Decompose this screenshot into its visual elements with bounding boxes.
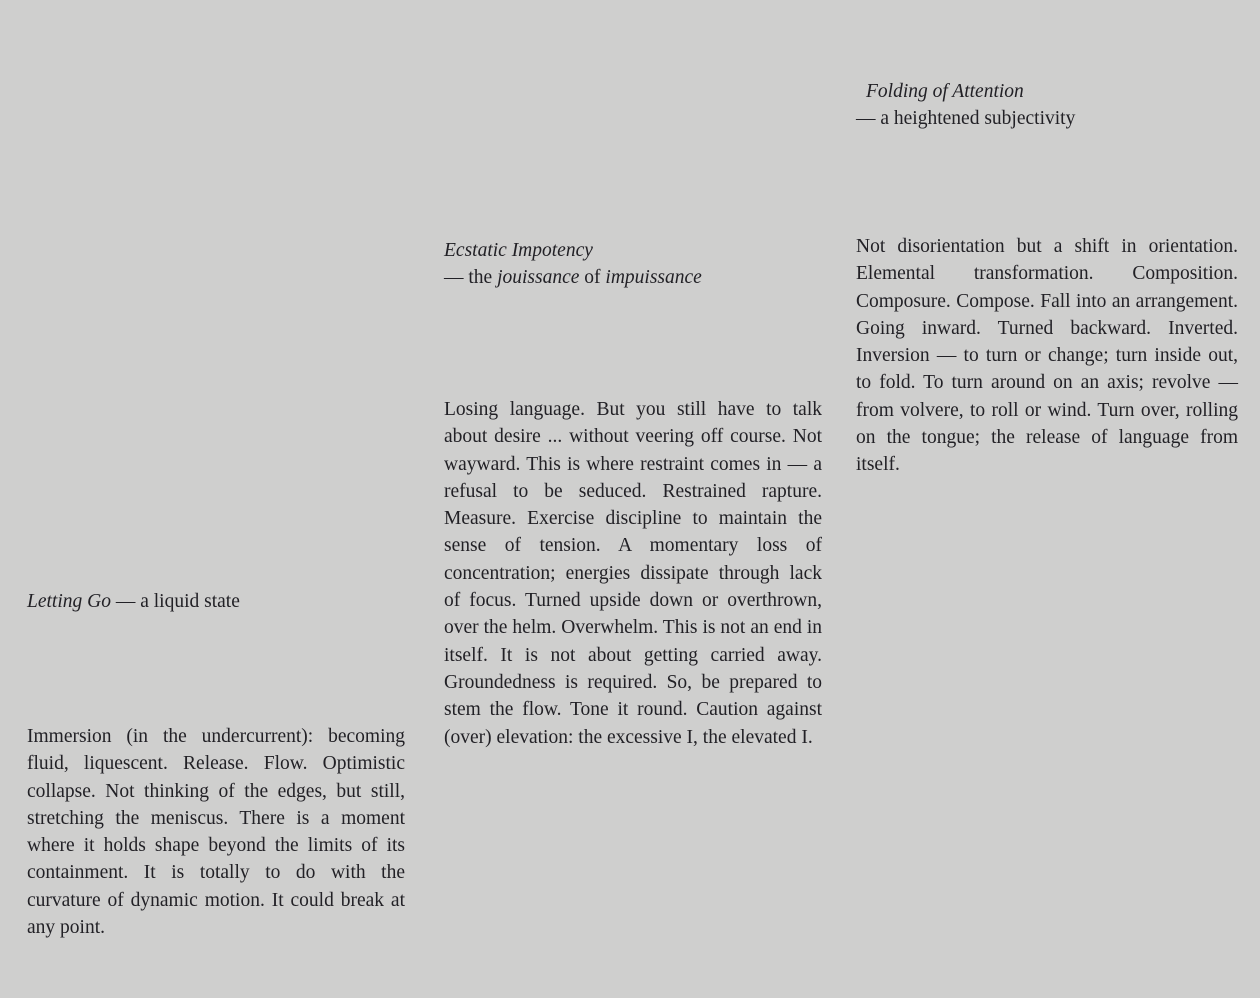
heading-folding-of-attention-subtitle: — a heightened subjectivity [856, 108, 1076, 130]
heading-ecstatic-impotency-title: Ecstatic Impotency [444, 240, 593, 261]
heading-ecstatic-impotency-subtitle: — the jouissance of impuissance [444, 267, 702, 289]
heading-letting-go-parts: Letting Go — a liquid state [27, 591, 240, 612]
heading-letting-go [27, 588, 405, 615]
paragraph-ecstatic-impotency: Losing language. But you still have to talk about desire ... without veering off course. Not wayward. This is where restraint comes in — a refusal to be seduced. Restrained rapture. Measure. Exercise discipline to maintain the sense of tension. A momentary loss of concentration; energies dissipate through lack of focus. Turned upside down or overthrown, over the helm. Overwhelm. This is not an end in itself. It is not about getting carried away. Groundedness is required. So, be prepared to stem the flow. Tone it round. Caution against (over) elevation: the excessive I, the elevated I. [444, 399, 822, 748]
heading-ecstatic-impotency [444, 237, 822, 292]
paragraph-letting-go: Immersion (in the undercurrent): becoming fluid, liquescent. Release. Flow. Optimistic collapse. Not thinking of the edges, but still, stretching the meniscus. There is a moment where it holds shape beyond the limits of its containment. It is totally to do with the curvature of dynamic motion. It could break at any point. [27, 726, 405, 939]
paragraph-folding-of-attention: Not disorientation but a shift in orientation. Elemental transformation. Composition. Composure. Compose. Fall into an arrangement. Going inward. Turned backward. Inverted. Inversion — to turn or change; turn inside out, to fold. To turn around on an axis; revolve — from volvere, to roll or wind. Turn over, rolling on the tongue; the release of language from itself. [856, 236, 1238, 476]
heading-folding-of-attention-title: Folding of Attention [866, 81, 1024, 102]
heading-folding-of-attention [856, 78, 1238, 133]
